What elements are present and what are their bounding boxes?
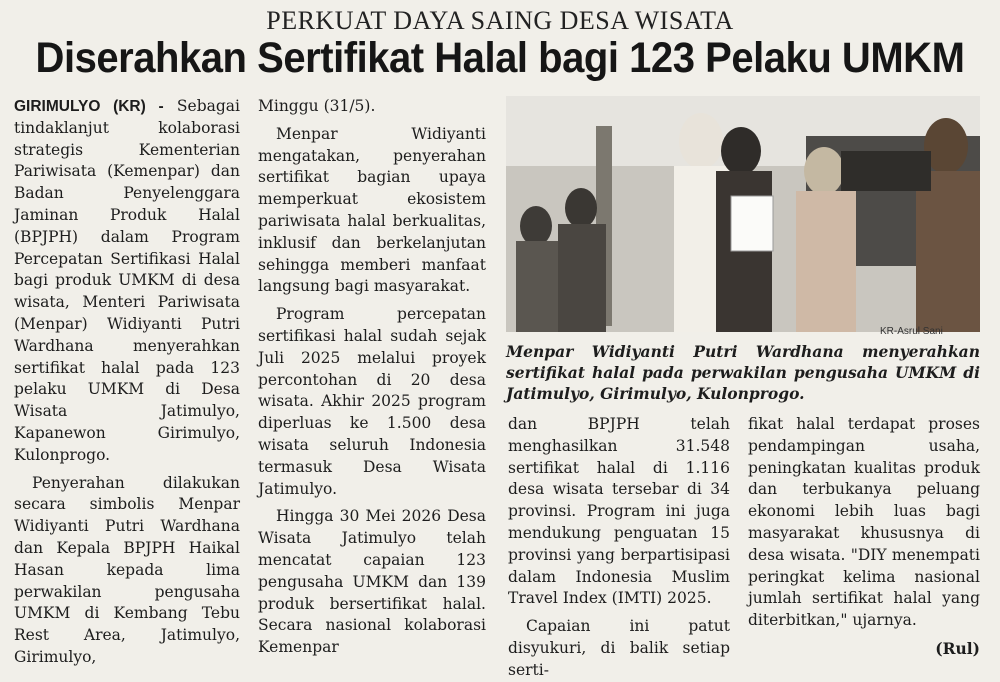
photo-credit: KR-Asrul Sani	[880, 326, 943, 337]
paragraph: dan BPJPH telah menghasilkan 31.548 sertifikat halal di 1.116 desa wisata tersebar di 34 provinsi. Program ini juga mendukung penguatan 15 provinsi yang berpartisipasi dalam Indonesia Muslim Travel Index (IMTI) 2025.	[508, 415, 730, 608]
article-column-1	[14, 96, 240, 669]
paragraph: Program percepatan sertifikasi halal sudah sejak Juli 2025 melalui proyek percontohan di 20 desa wisata. Akhir 2025 program diperluas ke 1.500 desa wisata seluruh Indonesia termasuk Desa Wisata Jatimulyo.	[258, 305, 486, 498]
paragraph: Minggu (31/5).	[258, 97, 376, 115]
author-signature: (Rul)	[935, 638, 980, 658]
paragraph: fikat halal terdapat proses pendampingan usaha, peningkatan kualitas produk dan terbukanya peluang ekonomi lebih luas bagi masyarakat khususnya di desa wisata. "DIY menempati peringkat kelima nasional jumlah sertifikat halal yang diterbitkan," ujarnya.	[748, 415, 980, 630]
article-column-4	[748, 414, 980, 660]
paragraph: Hingga 30 Mei 2026 Desa Wisata Jatimulyo telah mencatat capaian 123 pengusaha UMKM dan 139 produk bersertifikat halal. Secara nasional kolaborasi Kemenpar	[258, 507, 486, 657]
paragraph: Penyerahan dilakukan secara simbolis Menpar Widiyanti Putri Wardhana dan Kepala BPJPH Haikal Hasan kepada lima perwakilan pengusaha UMKM di Kembang Tebu Rest Area, Jatimulyo, Girimulyo,	[14, 473, 240, 666]
paragraph: Capaian ini patut disyukuri, di balik setiap serti-	[508, 617, 730, 679]
paragraph	[14, 96, 240, 467]
news-photo	[506, 96, 980, 332]
photo-caption: Menpar Widiyanti Putri Wardhana menyerahkan sertifikat halal pada perwakilan pengusaha UMKM di Jatimulyo, Girimulyo, Kulonprogo.	[506, 342, 980, 403]
photo-illustration	[506, 96, 980, 332]
dateline: GIRIMULYO (KR) -	[14, 98, 164, 115]
kicker: PERKUAT DAYA SAING DESA WISATA	[266, 6, 734, 35]
paragraph-text: Sebagai tindaklanjut kolaborasi strategis Kementerian Pariwisata (Kemenpar) dan Badan Penyelenggara Jaminan Produk Halal (BPJPH) dalam Program Percepatan Sertifikasi Halal bagi produk UMKM di desa wisata, Menteri Pariwisata (Menpar) Widiyanti Putri Wardhana menyerahkan sertifikat halal pada 123 pelaku UMKM di Desa Wisata Jatimulyo, Kapanewon Girimulyo, Kulonprogo.	[14, 97, 240, 464]
article-column-3	[508, 414, 730, 682]
paragraph: Menpar Widiyanti mengatakan, penyerahan sertifikat bagian upaya memperkuat ekosistem pariwisata halal berkualitas, inklusif dan berkelanjutan sehingga memberi manfaat langsung bagi masyarakat.	[258, 124, 486, 296]
headline: Diserahkan Sertifikat Halal bagi 123 Pelaku UMKM	[35, 34, 965, 82]
article-column-2	[258, 96, 486, 659]
